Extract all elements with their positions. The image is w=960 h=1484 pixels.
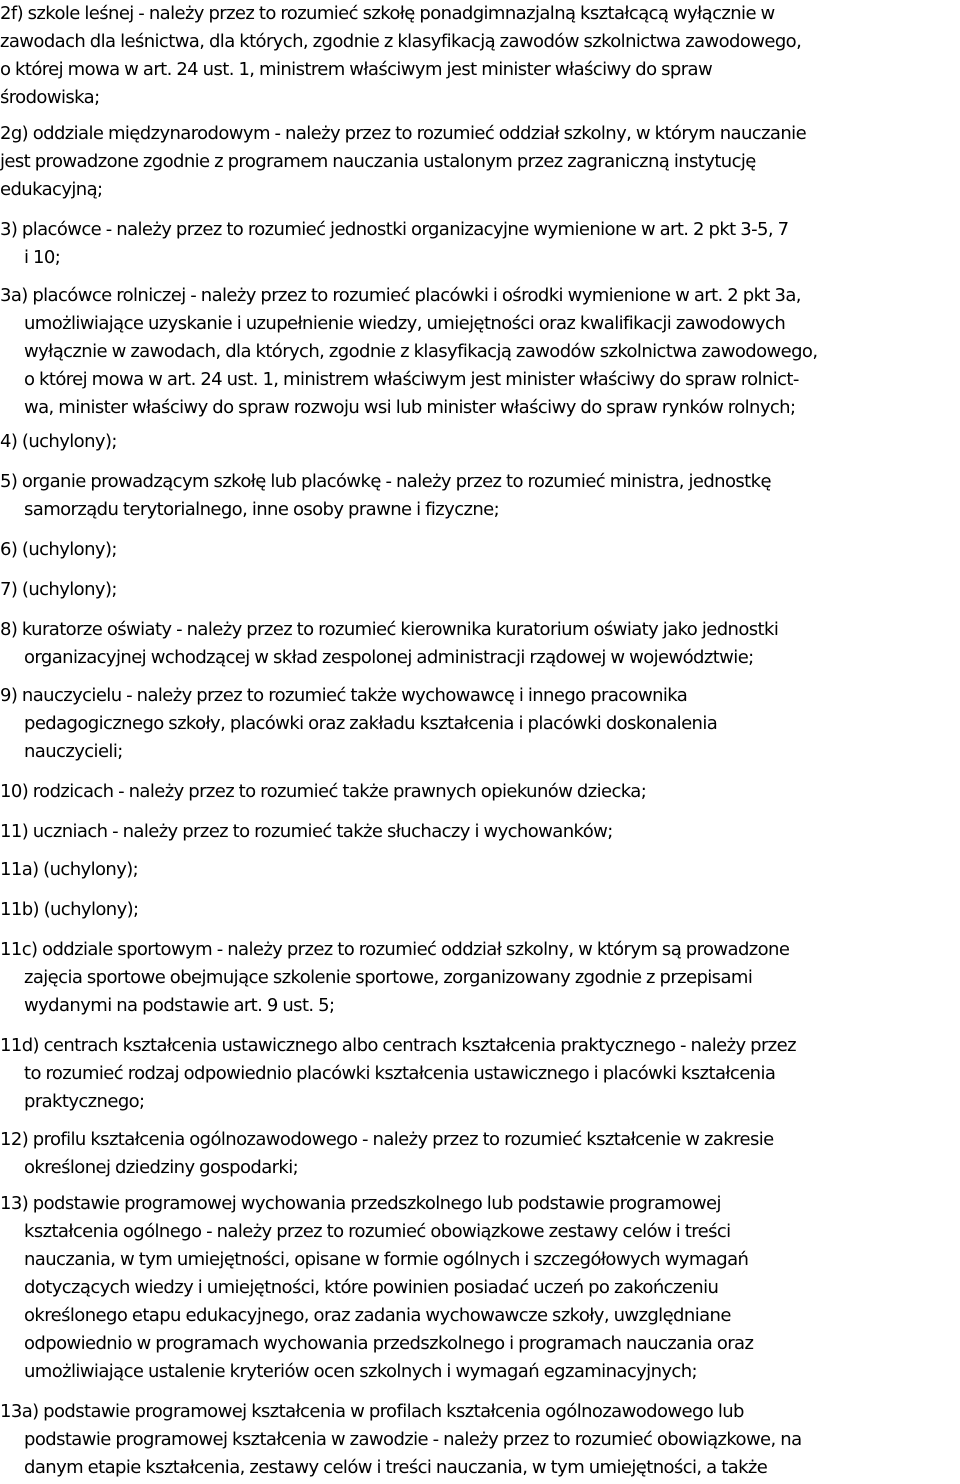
definition-item-3 [0, 216, 956, 272]
text-line: 4) (uchylony); [0, 431, 117, 452]
text-line: umożliwiające uzyskanie i uzupełnienie wiedzy, umiejętności oraz kwalifikacji zawodowych [24, 313, 786, 334]
text-line: edukacyjną; [0, 179, 103, 200]
text-line: zawodach dla leśnictwa, dla których, zgodnie z klasyfikacją zawodów szkolnictwa zawodowego, [0, 31, 802, 52]
text-line: kształcenia ogólnego - należy przez to rozumieć obowiązkowe zestawy celów i treści [24, 1221, 731, 1242]
definition-item-11a [0, 856, 956, 884]
definition-item-10 [0, 778, 956, 806]
text-line: 9) nauczycielu - należy przez to rozumieć także wychowawcę i innego pracownika [0, 685, 688, 706]
text-line: to rozumieć rodzaj odpowiednio placówki kształcenia ustawicznego i placówki kształcenia [24, 1063, 776, 1084]
definition-item-2f [0, 0, 956, 112]
text-line: 11d) centrach kształcenia ustawicznego albo centrach kształcenia praktycznego - należy przez [0, 1035, 796, 1056]
definition-item-6 [0, 536, 956, 564]
text-line: 10) rodzicach - należy przez to rozumieć także prawnych opiekunów dziecka; [0, 781, 647, 802]
text-line: podstawie programowej kształcenia w zawodzie - należy przez to rozumieć obowiązkowe, na [24, 1429, 802, 1450]
text-line: o której mowa w art. 24 ust. 1, ministrem właściwym jest minister właściwy do spraw [0, 59, 713, 80]
text-line: środowiska; [0, 87, 100, 108]
text-line: pedagogicznego szkoły, placówki oraz zakładu kształcenia i placówki doskonalenia [24, 713, 718, 734]
text-line: organizacyjnej wchodzącej w skład zespolonej administracji rządowej w województwie; [24, 647, 754, 668]
definition-item-11 [0, 818, 956, 846]
text-line: 2g) oddziale międzynarodowym - należy przez to rozumieć oddział szkolny, w którym nauczanie [0, 123, 807, 144]
text-line: wa, minister właściwy do spraw rozwoju wsi lub minister właściwy do spraw rynków rolnych; [24, 397, 796, 418]
text-line: wydanymi na podstawie art. 9 ust. 5; [24, 995, 335, 1016]
text-line: 11b) (uchylony); [0, 899, 139, 920]
definition-item-8 [0, 616, 956, 672]
text-line: 11a) (uchylony); [0, 859, 139, 880]
text-line: 13) podstawie programowej wychowania przedszkolnego lub podstawie programowej [0, 1193, 721, 1214]
text-line: dotyczących wiedzy i umiejętności, które powinien posiadać uczeń po zakończeniu [24, 1277, 719, 1298]
text-line: 2f) szkole leśnej - należy przez to rozumieć szkołę ponadgimnazjalną kształcącą wyłącznie w [0, 3, 775, 24]
text-line: nauczycieli; [24, 741, 123, 762]
text-line: określonego etapu edukacyjnego, oraz zadania wychowawcze szkoły, uwzględniane [24, 1305, 731, 1326]
definition-item-13a [0, 1398, 956, 1482]
text-line: i 10; [24, 247, 61, 268]
text-line: odpowiednio w programach wychowania przedszkolnego i programach nauczania oraz [24, 1333, 754, 1354]
definition-item-11d [0, 1032, 956, 1116]
definition-item-5 [0, 468, 956, 524]
text-line: samorządu terytorialnego, inne osoby prawne i fizyczne; [24, 499, 500, 520]
text-line: 8) kuratorze oświaty - należy przez to rozumieć kierownika kuratorium oświaty jako jednostki [0, 619, 779, 640]
definition-item-11b [0, 896, 956, 924]
text-line: 6) (uchylony); [0, 539, 117, 560]
text-line: jest prowadzone zgodnie z programem nauczania ustalonym przez zagraniczną instytucję [0, 151, 756, 172]
definition-item-9 [0, 682, 956, 766]
text-line: 13a) podstawie programowej kształcenia w profilach kształcenia ogólnozawodowego lub [0, 1401, 744, 1422]
text-line: o której mowa w art. 24 ust. 1, ministrem właściwym jest minister właściwy do spraw rolnict- [24, 369, 799, 390]
definition-item-7 [0, 576, 956, 604]
text-line: 11c) oddziale sportowym - należy przez to rozumieć oddział szkolny, w którym są prowadzone [0, 939, 790, 960]
definition-item-3a [0, 282, 956, 422]
text-line: umożliwiające ustalenie kryteriów ocen szkolnych i wymagań egzaminacyjnych; [24, 1361, 698, 1382]
text-line: 7) (uchylony); [0, 579, 117, 600]
text-line: zajęcia sportowe obejmujące szkolenie sportowe, zorganizowany zgodnie z przepisami [24, 967, 753, 988]
text-line: danym etapie kształcenia, zestawy celów i treści nauczania, w tym umiejętności, a także [24, 1457, 768, 1478]
definition-item-13 [0, 1190, 956, 1386]
text-line: określonej dziedziny gospodarki; [24, 1157, 299, 1178]
text-line: 3a) placówce rolniczej - należy przez to rozumieć placówki i ośrodki wymienione w art. 2 pkt 3a, [0, 285, 801, 306]
definition-item-2g [0, 120, 956, 204]
definition-item-12 [0, 1126, 956, 1182]
text-line: 11) uczniach - należy przez to rozumieć także słuchaczy i wychowanków; [0, 821, 613, 842]
text-line: wyłącznie w zawodach, dla których, zgodnie z klasyfikacją zawodów szkolnictwa zawodowego, [24, 341, 818, 362]
definition-item-11c [0, 936, 956, 1020]
text-line: 5) organie prowadzącym szkołę lub placówkę - należy przez to rozumieć ministra, jednostkę [0, 471, 771, 492]
text-line: praktycznego; [24, 1091, 145, 1112]
text-line: 12) profilu kształcenia ogólnozawodowego - należy przez to rozumieć kształcenie w zakresie [0, 1129, 774, 1150]
definition-item-4 [0, 428, 956, 456]
text-line: nauczania, w tym umiejętności, opisane w formie ogólnych i szczegółowych wymagań [24, 1249, 749, 1270]
text-line: 3) placówce - należy przez to rozumieć jednostki organizacyjne wymienione w art. 2 pkt 3-5, 7 [0, 219, 789, 240]
